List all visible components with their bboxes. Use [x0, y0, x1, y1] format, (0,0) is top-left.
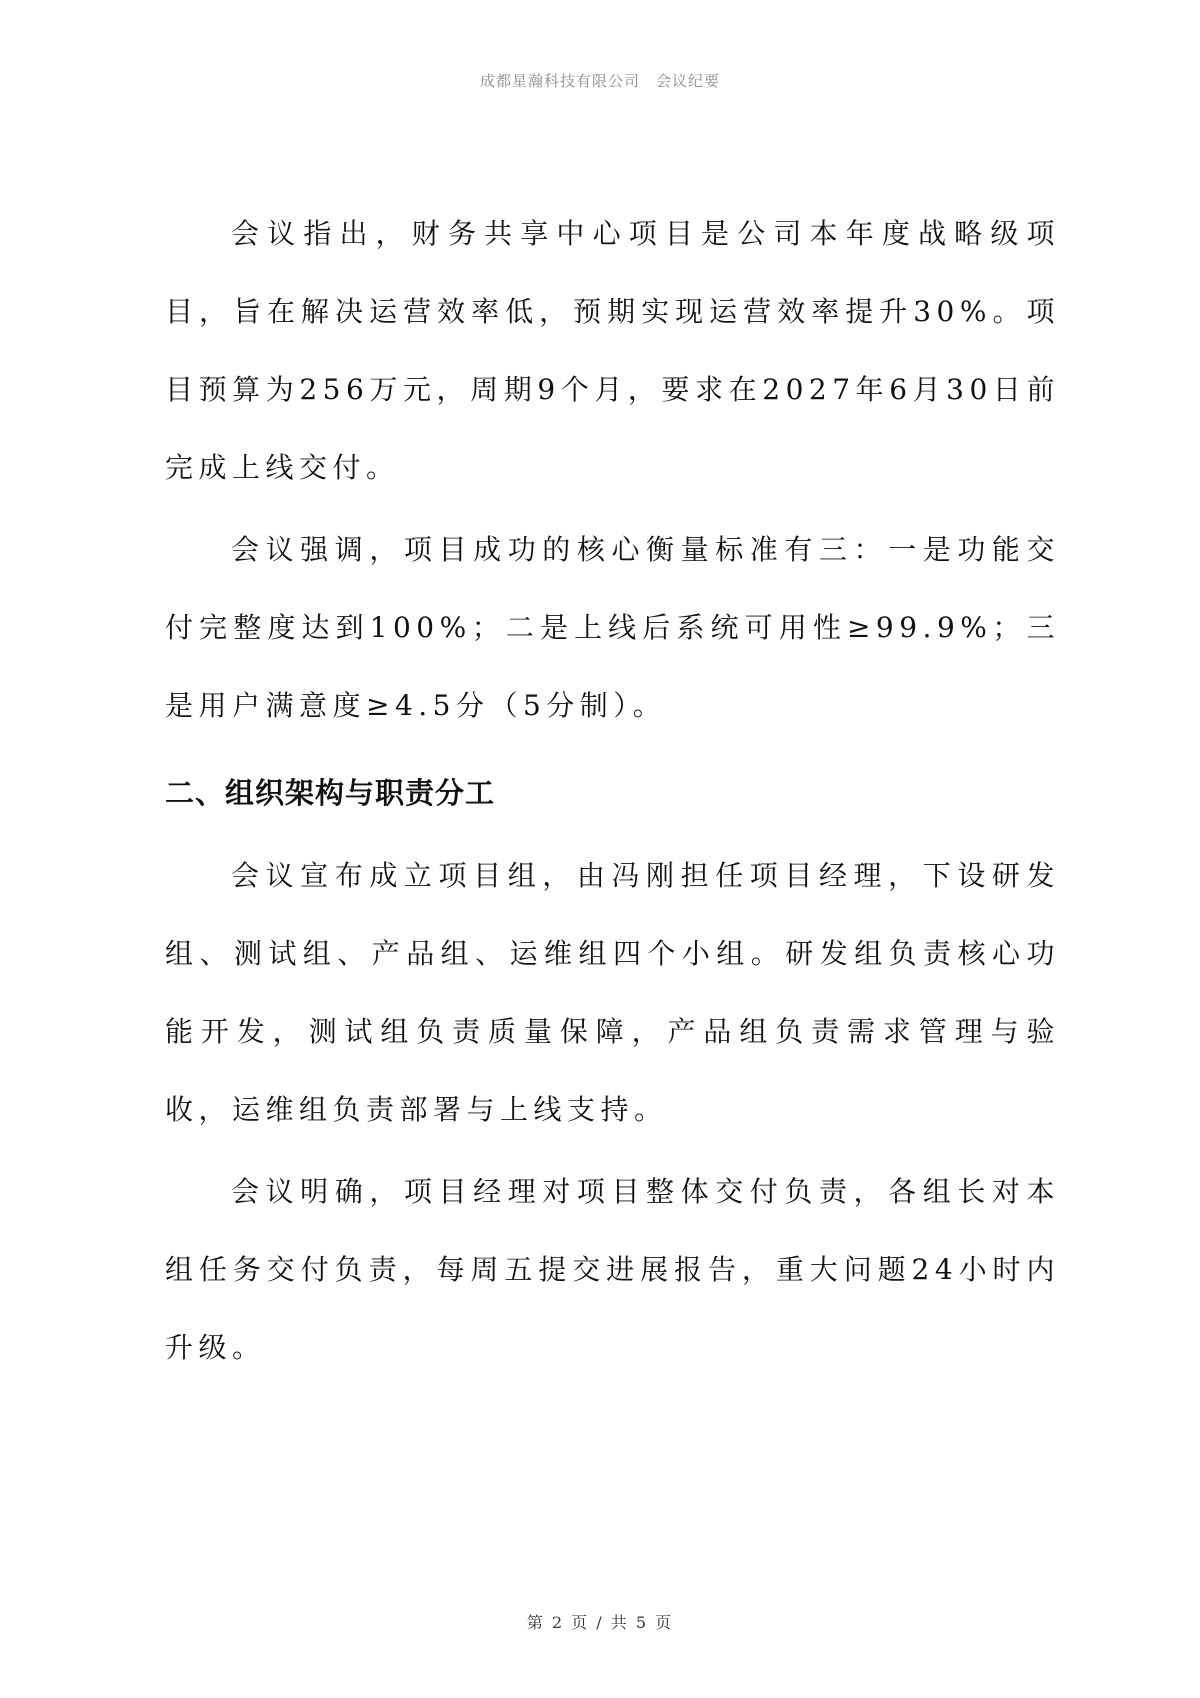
paragraph-responsibilities: 会议明确，项目经理对项目整体交付负责，各组长对本组任务交付负责，每周五提交进展报告，重大问题24小时内升级。 [165, 1175, 1060, 1364]
page-header: 成都星瀚科技有限公司 会议纪要 [479, 72, 720, 90]
paragraph-project-team: 会议宣布成立项目组，由冯刚担任项目经理，下设研发组、测试组、产品组、运维组四个小组。研发组负责核心功能开发，测试组负责质量保障，产品组负责需求管理与验收，运维组负责部署与上线支持。 [165, 859, 1060, 1126]
section-heading-organization: 二、组织架构与职责分工 [165, 776, 496, 810]
page-number: 第 2 页 / 共 5 页 [526, 1613, 674, 1632]
paragraph-project-overview: 会议指出，财务共享中心项目是公司本年度战略级项目，旨在解决运营效率低，预期实现运营效率提升30%。项目预算为256万元，周期9个月，要求在2027年6月30日前完成上线交付。 [165, 217, 1060, 484]
paragraph-success-criteria: 会议强调，项目成功的核心衡量标准有三：一是功能交付完整度达到100%；二是上线后系统可用性≥99.9%；三是用户满意度≥4.5分（5分制）。 [165, 533, 1060, 722]
document-body [165, 195, 1060, 1391]
